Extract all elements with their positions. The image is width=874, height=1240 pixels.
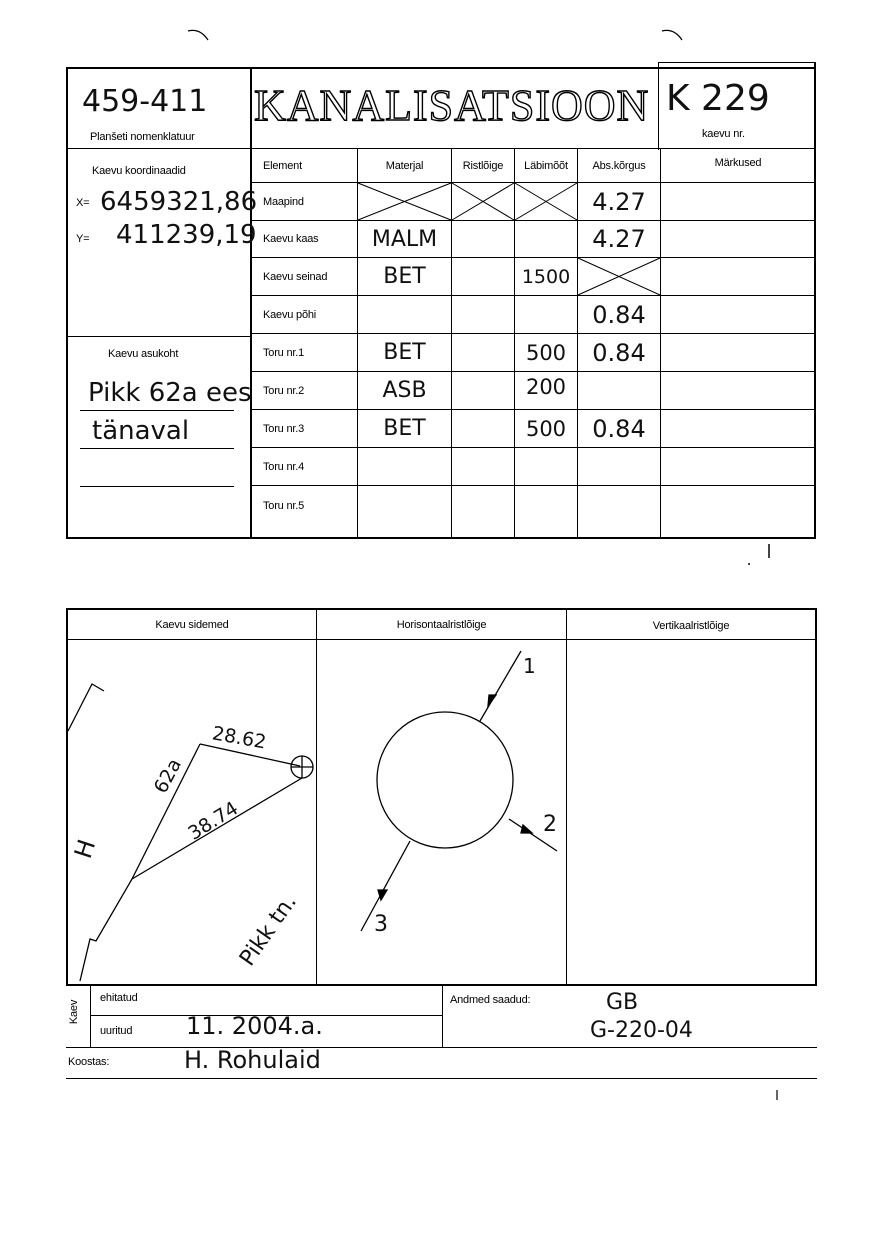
form-title: KANALISATSIOON	[254, 81, 650, 130]
row-element: Toru nr.5	[263, 500, 305, 512]
row-element: Toru nr.1	[263, 346, 305, 359]
row-element: Kaevu seinad	[263, 270, 328, 283]
row-element: Kaevu põhi	[263, 308, 317, 321]
source-value-2: G-220-04	[590, 1018, 693, 1043]
header-material: Materjal	[385, 159, 424, 172]
built-label: ehitatud	[100, 992, 138, 1004]
pipe-label-1: 1	[523, 654, 536, 678]
abs-height-cell: 0.84	[592, 338, 646, 367]
x-prefix: X=	[76, 197, 90, 209]
distance-label-1: 28.62	[210, 722, 268, 754]
abs-height-cell: 0.84	[592, 300, 646, 329]
vertical-section-label: Vertikaalristlõige	[652, 619, 730, 632]
row-element: Toru nr.3	[263, 422, 305, 435]
header-notes: Märkused	[714, 157, 762, 169]
well-number-label: kaevu nr.	[702, 128, 745, 140]
well-label: Kaev	[68, 999, 81, 1025]
scan-noise	[776, 1090, 778, 1100]
source-label: Andmed saadud:	[450, 994, 531, 1006]
surveyed-value: 11. 2004.a.	[186, 1012, 323, 1040]
nomenclature-value: 459-411	[82, 84, 208, 119]
links-label: Kaevu sidemed	[155, 618, 229, 631]
row-element: Toru nr.2	[263, 384, 305, 397]
scan-noise	[768, 544, 770, 558]
x-coordinate: 6459321,86	[100, 187, 258, 217]
street-label: Pikk tn.	[235, 890, 302, 971]
row-element: Kaevu kaas	[263, 233, 319, 245]
material-cell: BET	[383, 340, 426, 365]
header-element: Element	[263, 159, 302, 172]
house-number-label: 62a	[149, 755, 187, 797]
abs-height-cell: 0.84	[592, 414, 646, 443]
material-cell: BET	[383, 416, 426, 441]
author-value: H. Rohulaid	[184, 1046, 321, 1074]
well-number: K 229	[666, 78, 770, 119]
y-coordinate: 411239,19	[116, 220, 257, 250]
diameter-cell: 500	[525, 416, 567, 441]
y-prefix: Y=	[76, 233, 90, 245]
material-cell: MALM	[371, 226, 438, 252]
surveyed-label: uuritud	[100, 1025, 133, 1037]
scan-noise	[748, 563, 750, 565]
row-element: Toru nr.4	[263, 460, 305, 473]
horizontal-section-sketch	[317, 641, 566, 984]
abs-height-cell: 4.27	[592, 187, 646, 216]
horizontal-section-label: Horisontaalristlõige	[396, 618, 487, 631]
nomenclature-label: Planšeti nomenklatuur	[90, 131, 195, 143]
house-mark: H	[68, 836, 102, 862]
distance-label-2: 38.74	[184, 797, 243, 845]
material-cell: ASB	[382, 378, 427, 403]
diameter-cell: 1500	[521, 265, 571, 288]
coordinates-label: Kaevu koordinaadid	[92, 165, 186, 177]
row-element: Maapind	[263, 195, 304, 208]
source-value-1: GB	[606, 990, 639, 1015]
diameter-cell: 200	[525, 375, 567, 399]
material-cell: BET	[383, 264, 426, 289]
pipe-label-3: 3	[374, 912, 388, 937]
abs-height-cell: 4.27	[592, 225, 646, 253]
pipe-label-2: 2	[543, 812, 557, 837]
location-line-1: Pikk 62a ees	[88, 378, 252, 408]
location-label: Kaevu asukoht	[108, 348, 179, 360]
header-cross-section: Ristlõige	[462, 159, 504, 172]
header-diameter: Läbimõõt	[524, 159, 568, 172]
author-label: Koostas:	[68, 1056, 110, 1068]
location-line-2: tänaval	[92, 416, 190, 446]
header-abs-height: Abs.kõrgus	[592, 159, 646, 172]
diameter-cell: 500	[525, 340, 567, 365]
